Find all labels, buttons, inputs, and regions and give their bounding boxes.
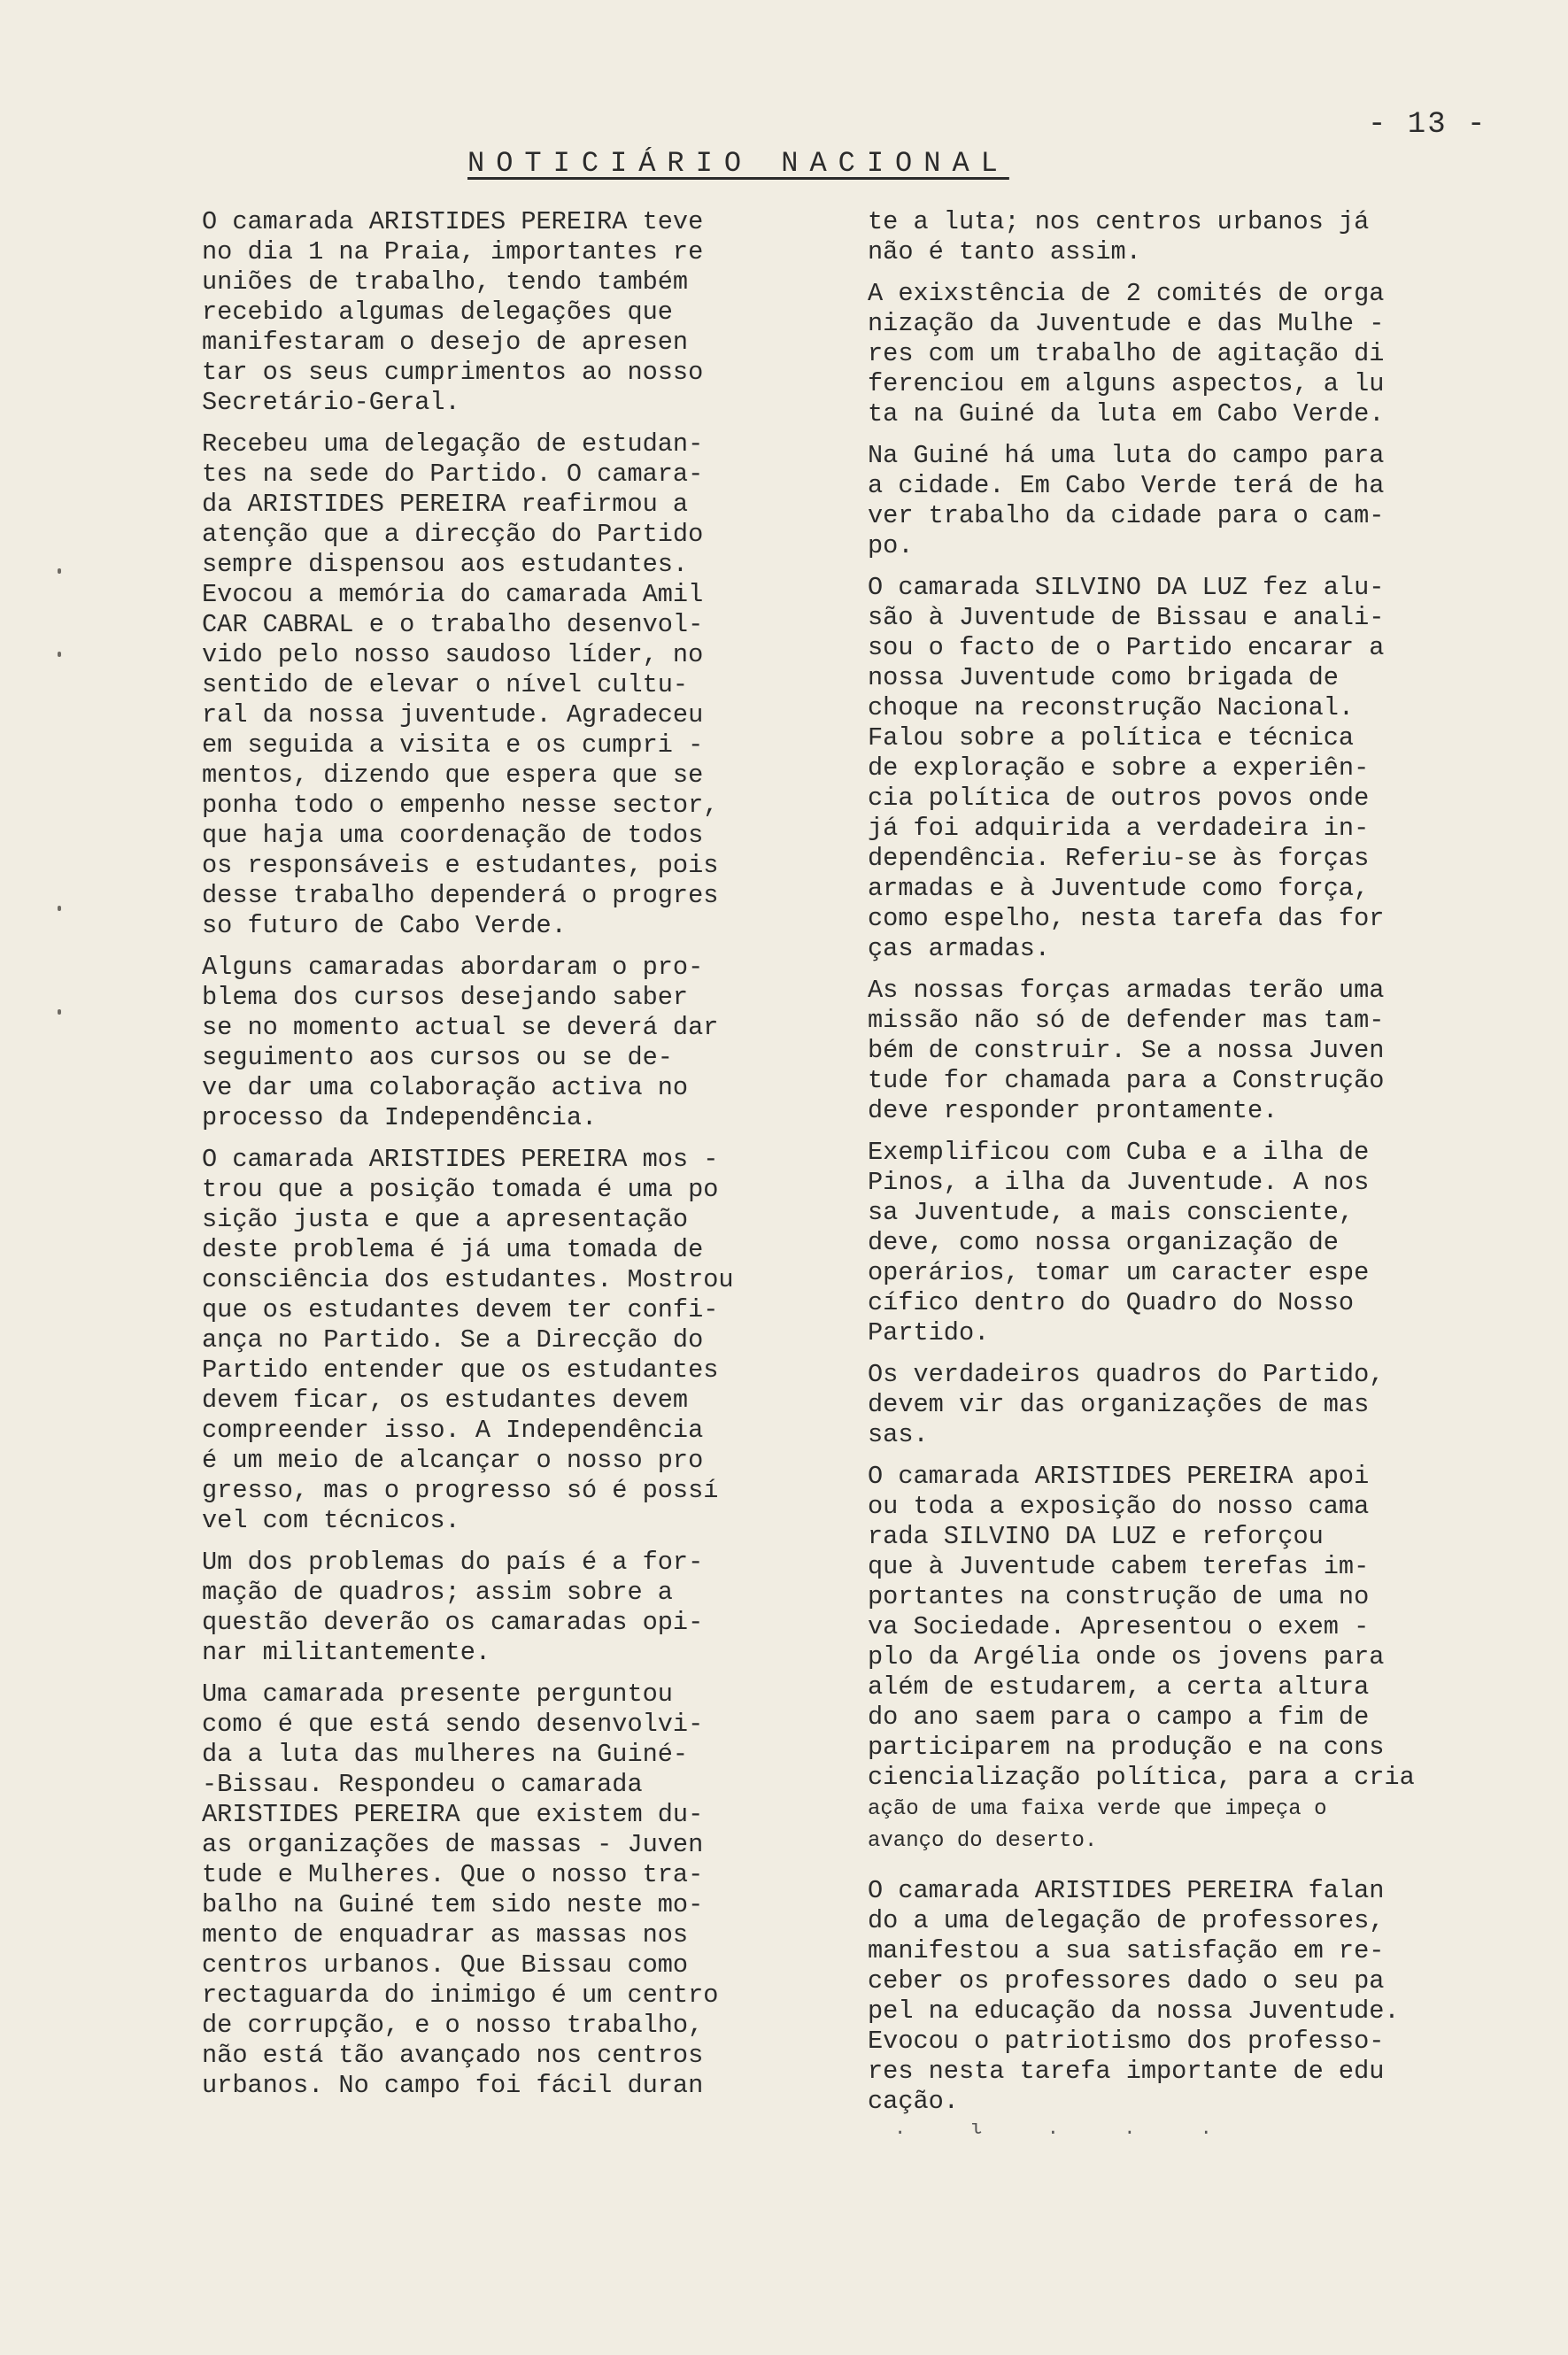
margin-dot [58,652,61,657]
paragraph: Recebeu uma delegação de estudan- tes na sede do Partido. O camara- da ARISTIDES PEREIRA reafirmou a atenção que a direcção do Partido sempre dispensou aos estudantes. Evocou a memória do camarada Amil CAR CABRAL e o trabalho desenvol- vido pelo nosso saudoso líder, no sentido de elevar o nível cultu- ral da nossa juventude. Agradeceu em seguida a visita e os cumpri - mentos, dizendo que espera que se ponha todo o empenho nesse sector, que haja uma coordenação de todos os responsáveis e estudantes, pois desse trabalho dependerá o progres so futuro de Cabo Verde. [202,429,719,940]
paragraph: O camarada ARISTIDES PEREIRA mos - trou que a posição tomada é uma po sição justa e que a apresentação deste problema é já uma tomada de consciência dos estudantes. Mostrou que os estudantes devem ter confi- ança no Partido. Se a Direcção do Partido entender que os estudantes devem ficar, os estudantes devem compreender isso. A Independência é um meio de alcançar o nosso pro gresso, mas o progresso só é possí vel com técnicos. [202,1145,734,1535]
paragraph: O camarada ARISTIDES PEREIRA falan do a uma delegação de professores, manifestou a sua satisfação em re- ceber os professores dado o seu pa pel na educação da nossa Juventude. Evocou o patriotismo dos professo- res nesta tarefa importante de edu cação. [868,1876,1400,2116]
margin-dot [58,568,61,574]
paragraph: Os verdadeiros quadros do Partido, devem vir das organizações de mas sas. [868,1360,1385,1449]
left-column [202,207,822,2112]
margin-dot [58,906,61,911]
page-header: NOTICIÁRIO NACIONAL [467,147,1009,180]
paragraph: Na Guiné há uma luta do campo para a cidade. Em Cabo Verde terá de ha ver trabalho da cidade para o cam- po. [868,441,1385,560]
paragraph-small-text: ação de uma faixa verde que impeça o avanço do deserto. [868,1797,1327,1853]
paragraph: te a luta; nos centros urbanos já não é tanto assim. [868,207,1370,266]
paragraph: Exemplificou com Cuba e a ilha de Pinos, a ilha da Juventude. A nos sa Juventude, a mais consciente, deve, como nossa organização de operários, tomar um caracter espe cífico dentro do Quadro do Nosso Partido. [868,1138,1370,1347]
paragraph: A exixstência de 2 comités de orga nização da Juventude e das Mulhe - res com um trabalho de agitação di ferenciou em alguns aspectos, a lu ta na Guiné da luta em Cabo Verde. [868,279,1385,429]
paragraph: As nossas forças armadas terão uma missão não só de defender mas tam- bém de construir. Se a nossa Juven tude for chamada para a Construção deve responder prontamente. [868,976,1385,1125]
paragraph: O camarada SILVINO DA LUZ fez alu- são à Juventude de Bissau e anali- sou o facto de o Partido encarar a nossa Juventude como brigada de choque na reconstrução Nacional. Falou sobre a política e técnica de exploração e sobre a experiên- cia política de outros povos onde já foi adquirida a verdadeira in- dependência. Referiu-se às forças armadas e à Juventude como força, como espelho, nesta tarefa das for ças armadas. [868,573,1385,963]
paragraph: Uma camarada presente perguntou como é que está sendo desenvolvi- da a luta das mulheres na Guiné- -Bissau. Respondeu o camarada ARISTIDES PEREIRA que existem du- as organizações de massas - Juven tude e Mulheres. Que o nosso tra- balho na Guiné tem sido neste mo- mento de enquadrar as massas nos centros urbanos. Que Bissau como rectaguarda do inimigo é um centro de corrupção, e o nosso trabalho, não está tão avançado nos centros urbanos. No campo foi fácil duran [202,1679,719,2100]
paragraph: O camarada ARISTIDES PEREIRA teve no dia 1 na Praia, importantes re uniões de trabalho, tendo também recebido algumas delegações que manifestaram o desejo de apresen tar os seus cumprimentos ao nosso Secretário-Geral. [202,207,704,417]
paragraph [868,1462,1487,1857]
paragraph: Um dos problemas do país é a for- mação de quadros; assim sobre a questão deverão os camaradas opi- nar militantemente. [202,1548,704,1667]
right-column [868,207,1487,2128]
stray-typewriter-marks: . ι . . . [894,2118,1239,2140]
paragraph: Alguns camaradas abordaram o pro- blema dos cursos desejando saber se no momento actual se deverá dar seguimento aos cursos ou se de- ve dar uma colaboração activa no processo da Independência. [202,953,719,1132]
page-number: - 13 - [1368,108,1487,142]
paragraph-main-text: O camarada ARISTIDES PEREIRA apoi ou toda a exposição do nosso cama rada SILVINO DA LUZ e reforçou que à Juventude cabem terefas im- portantes na construção de uma no va Sociedade. Apresentou o exem - plo da Argélia onde os jovens para além de estudarem, a certa altura do ano saem para o campo a fim de participarem na produção e na cons ciencialização política, para a cria [868,1462,1415,1792]
margin-dot [58,1009,61,1015]
